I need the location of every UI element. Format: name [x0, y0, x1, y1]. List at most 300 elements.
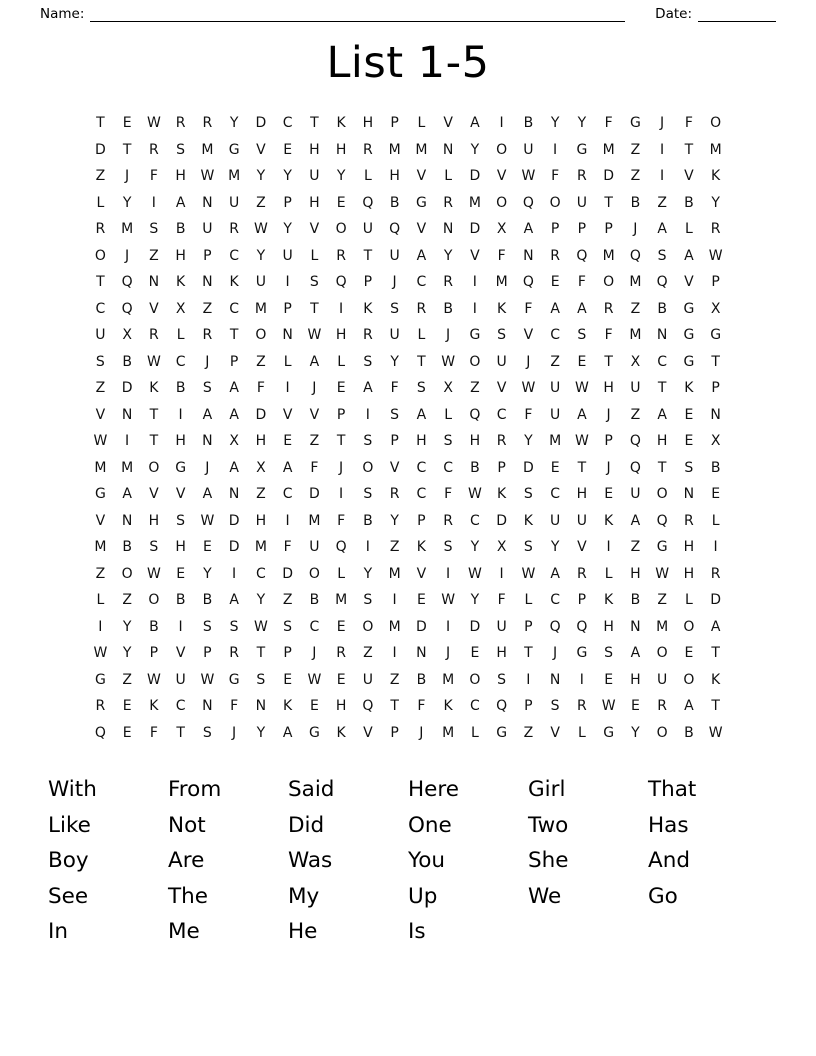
grid-letter: A [577, 300, 587, 317]
grid-letter: H [175, 247, 186, 264]
grid-letter: F [149, 724, 158, 741]
grid-letter: H [389, 168, 400, 184]
grid-letter: C [282, 115, 293, 131]
grid-letter: R [657, 698, 667, 714]
grid-letter: M [442, 671, 455, 688]
grid-letter: K [684, 380, 694, 396]
word-item: You [408, 848, 446, 874]
word-item: Boy [48, 848, 89, 874]
word-item: Girl [528, 777, 566, 802]
grid-row [87, 561, 729, 588]
grid-letter: I [579, 671, 584, 688]
grid-letter: F [283, 539, 292, 555]
grid-letter: R [443, 194, 453, 211]
grid-letter: H [175, 168, 186, 184]
grid-letter: F [497, 592, 506, 608]
grid-letter: G [496, 724, 508, 741]
grid-letter: U [95, 327, 106, 343]
grid-letter: C [469, 698, 480, 714]
grid-letter: V [149, 486, 159, 502]
grid-letter: G [94, 671, 106, 688]
grid-letter: C [443, 459, 454, 476]
grid-letter: T [149, 433, 159, 449]
grid-letter: J [125, 247, 130, 264]
grid-letter: V [309, 406, 320, 423]
grid-letter: Y [443, 247, 453, 264]
grid-letter: S [202, 618, 212, 635]
grid-letter: N [656, 327, 668, 343]
grid-letter: D [255, 115, 267, 131]
grid-letter: U [630, 380, 641, 396]
grid-letter: T [256, 645, 266, 661]
grid-letter: S [363, 592, 373, 608]
grid-letter: Z [550, 353, 560, 370]
word-item: We [528, 883, 562, 909]
grid-row [87, 190, 729, 217]
grid-letter: H [416, 433, 427, 449]
grid-letter: U [175, 671, 186, 688]
grid-letter: Z [122, 592, 132, 608]
grid-letter: L [363, 168, 372, 184]
grid-letter: O [683, 618, 695, 635]
grid-letter: E [684, 406, 694, 423]
grid-letter: Q [629, 433, 641, 449]
grid-letter: V [523, 327, 534, 343]
grid-letter: R [363, 327, 373, 343]
grid-letter: E [416, 592, 426, 608]
grid-letter: H [148, 512, 160, 529]
grid-letter: F [230, 698, 239, 714]
grid-letter: I [125, 433, 130, 449]
header [0, 0, 816, 22]
grid-letter: J [232, 724, 237, 741]
grid-letter: T [149, 406, 159, 423]
grid-letter: K [149, 698, 159, 714]
grid-letter: S [202, 724, 212, 741]
grid-letter: L [96, 194, 105, 211]
grid-letter: R [389, 486, 400, 502]
grid-letter: Y [550, 115, 560, 131]
grid-letter: V [256, 141, 266, 158]
grid-letter: N [228, 486, 240, 502]
grid-letter: I [232, 565, 237, 582]
grid-letter: Q [656, 274, 668, 290]
grid-letter: V [309, 221, 320, 237]
grid-letter: S [657, 247, 667, 264]
grid-letter: Y [363, 565, 373, 582]
grid-letter: R [443, 274, 453, 290]
grid-letter: I [660, 141, 665, 158]
grid-letter: B [202, 592, 213, 608]
grid-letter: S [229, 618, 239, 635]
grid-letter: Y [256, 247, 266, 264]
grid-letter: I [499, 115, 504, 131]
grid-letter: E [550, 274, 560, 290]
grid-letter: C [657, 353, 668, 370]
grid-letter: O [335, 221, 347, 237]
grid-letter: P [203, 645, 212, 661]
grid-letter: K [363, 300, 373, 317]
grid-letter: E [577, 353, 587, 370]
grid-letter: C [229, 300, 240, 317]
grid-letter: H [630, 671, 641, 688]
grid-row [87, 137, 729, 164]
grid-letter: R [175, 115, 186, 131]
grid-letter: T [657, 459, 667, 476]
grid-letter: F [577, 274, 586, 290]
grid-letter: Y [122, 194, 132, 211]
grid-letter: F [337, 512, 346, 529]
grid-letter: M [228, 168, 241, 184]
grid-letter: K [443, 698, 453, 714]
grid-letter: J [446, 645, 451, 661]
grid-letter: G [603, 724, 615, 741]
grid-letter: J [419, 724, 424, 741]
grid-letter: A [416, 247, 427, 264]
word-item: With [48, 777, 97, 802]
grid-letter: V [149, 300, 159, 317]
grid-letter: B [175, 221, 186, 237]
grid-letter: N [683, 486, 695, 502]
grid-letter: E [122, 115, 132, 131]
word-column [408, 772, 528, 950]
grid-letter: D [496, 512, 508, 529]
grid-letter: G [629, 115, 641, 131]
grid-letter: S [684, 459, 694, 476]
grid-letter: R [202, 115, 213, 131]
grid-letter: Q [94, 724, 106, 741]
grid-letter: E [283, 671, 293, 688]
grid-letter: J [205, 459, 210, 476]
grid-letter: Q [121, 300, 133, 317]
grid-letter: T [390, 698, 399, 714]
grid-letter: N [549, 671, 561, 688]
grid-letter: C [416, 459, 427, 476]
grid-letter: T [657, 380, 667, 396]
grid-letter: L [283, 353, 292, 370]
grid-letter: U [389, 327, 400, 343]
grid-letter: J [312, 645, 317, 661]
grid-letter: W [441, 592, 456, 608]
grid-letter: T [363, 247, 373, 264]
word-item: In [48, 919, 68, 945]
grid-letter: B [122, 353, 132, 370]
grid-letter: O [362, 459, 374, 476]
grid-letter: O [549, 194, 561, 211]
grid-letter: I [178, 406, 183, 423]
grid-letter: P [363, 274, 373, 290]
grid-letter: S [95, 353, 105, 370]
grid-letter: B [684, 724, 694, 741]
grid-letter: A [550, 565, 560, 582]
grid-letter: M [602, 247, 615, 264]
grid-row [87, 587, 729, 614]
grid-letter: P [390, 724, 399, 741]
grid-letter: N [121, 406, 133, 423]
grid-row [87, 481, 729, 508]
word-item: My [288, 883, 320, 909]
grid-letter: I [285, 274, 290, 290]
grid-letter: Q [522, 194, 534, 211]
grid-letter: U [576, 512, 587, 529]
grid-letter: I [526, 671, 531, 688]
grid-letter: U [362, 671, 373, 688]
grid-letter: D [94, 141, 106, 158]
grid-letter: H [469, 433, 481, 449]
grid-letter: X [229, 433, 239, 449]
grid-letter: W [467, 565, 482, 582]
word-column [168, 772, 288, 950]
grid-letter: E [202, 539, 212, 555]
grid-letter: X [710, 300, 721, 317]
grid-letter: D [308, 486, 320, 502]
grid-letter: Q [335, 539, 347, 555]
grid-letter: F [604, 115, 613, 131]
grid-letter: U [309, 168, 320, 184]
grid-letter: B [389, 194, 400, 211]
grid-letter: A [175, 194, 186, 211]
grid-letter: G [576, 645, 588, 661]
grid-letter: Z [309, 433, 320, 449]
grid-letter: W [200, 168, 215, 184]
grid-letter: Y [577, 115, 587, 131]
grid-letter: S [550, 698, 560, 714]
grid-letter: P [390, 433, 399, 449]
grid-letter: M [629, 327, 642, 343]
grid-letter: G [94, 486, 106, 502]
grid-letter: Y [203, 565, 212, 582]
grid-letter: V [416, 168, 427, 184]
word-list [0, 772, 816, 950]
grid-letter: I [365, 539, 370, 555]
grid-letter: L [337, 565, 346, 582]
grid-letter: X [122, 327, 132, 343]
grid-letter: H [309, 141, 320, 158]
grid-letter: S [363, 353, 373, 370]
grid-letter: G [175, 459, 187, 476]
grid-letter: D [282, 565, 294, 582]
grid-letter: M [121, 221, 134, 237]
grid-letter: M [388, 618, 401, 635]
grid-letter: K [711, 168, 721, 184]
grid-letter: Z [95, 168, 106, 184]
grid-letter: L [684, 592, 693, 608]
grid-letter: Y [336, 168, 346, 184]
grid-letter: R [577, 168, 587, 184]
grid-letter: M [415, 141, 428, 158]
grid-letter: H [175, 433, 186, 449]
grid-letter: H [335, 698, 347, 714]
grid-letter: R [496, 433, 507, 449]
grid-letter: I [392, 592, 397, 608]
grid-letter: R [577, 698, 587, 714]
grid-letter: P [390, 115, 399, 131]
word-item: Not [168, 812, 206, 838]
word-column [288, 772, 408, 950]
word-item: One [408, 812, 452, 838]
grid-letter: K [604, 512, 614, 529]
grid-letter: Q [522, 274, 534, 290]
grid-letter: T [310, 300, 319, 317]
grid-letter: V [496, 168, 507, 184]
grid-letter: B [363, 512, 373, 529]
grid-letter: H [683, 565, 695, 582]
grid-letter: J [205, 353, 210, 370]
grid-letter: A [229, 380, 239, 396]
grid-row [87, 269, 729, 296]
grid-letter: Q [629, 459, 641, 476]
grid-letter: Q [469, 406, 481, 423]
grid-letter: R [684, 512, 694, 529]
grid-letter: I [98, 618, 103, 635]
grid-letter: T [577, 459, 587, 476]
grid-letter: O [603, 274, 615, 290]
grid-letter: U [496, 618, 507, 635]
grid-letter: B [630, 592, 641, 608]
grid-letter: W [93, 645, 108, 661]
grid-letter: P [283, 645, 292, 661]
grid-letter: I [606, 539, 611, 555]
grid-letter: L [524, 592, 533, 608]
grid-letter: M [709, 141, 722, 158]
grid-letter: Z [630, 168, 641, 184]
grid-letter: Z [630, 406, 641, 423]
grid-letter: K [497, 486, 507, 502]
grid-letter: S [309, 274, 319, 290]
grid-letter: W [521, 565, 536, 582]
grid-letter: P [203, 247, 212, 264]
word-item: Me [168, 919, 200, 945]
grid-letter: V [389, 459, 400, 476]
grid-letter: M [335, 592, 348, 608]
grid-letter: Q [121, 274, 133, 290]
grid-letter: I [713, 539, 718, 555]
grid-letter: N [148, 274, 160, 290]
grid-letter: S [256, 671, 266, 688]
grid-letter: O [656, 486, 668, 502]
grid-letter: P [283, 300, 292, 317]
grid-letter: Z [630, 300, 641, 317]
grid-letter: I [446, 565, 451, 582]
word-item: Has [648, 812, 689, 838]
grid-letter: T [336, 433, 346, 449]
grid-letter: N [710, 406, 721, 423]
grid-letter: R [95, 698, 106, 714]
grid-letter: Z [389, 539, 400, 555]
grid-letter: H [603, 380, 614, 396]
grid-letter: V [95, 512, 106, 529]
grid-letter: B [175, 380, 186, 396]
word-item: Up [408, 883, 438, 909]
grid-letter: H [656, 433, 668, 449]
grid-letter: T [417, 353, 426, 370]
grid-letter: A [470, 115, 480, 131]
grid-letter: Y [256, 168, 266, 184]
grid-letter: Y [470, 592, 480, 608]
grid-letter: U [282, 247, 293, 264]
grid-letter: Z [202, 300, 213, 317]
grid-letter: H [362, 115, 374, 131]
word-item: He [288, 919, 318, 945]
grid-letter: G [576, 141, 588, 158]
grid-letter: I [472, 300, 477, 317]
grid-letter: R [202, 327, 213, 343]
grid-letter: F [417, 698, 426, 714]
grid-letter: Z [95, 565, 106, 582]
grid-letter: S [149, 221, 159, 237]
grid-letter: S [577, 327, 587, 343]
grid-letter: Y [390, 353, 399, 370]
grid-letter: Z [630, 141, 641, 158]
grid-letter: H [335, 141, 347, 158]
grid-letter: J [339, 459, 344, 476]
grid-letter: D [603, 168, 615, 184]
grid-letter: V [684, 274, 694, 290]
grid-letter: W [521, 380, 536, 396]
grid-letter: T [711, 698, 720, 714]
grid-letter: M [254, 300, 267, 317]
grid-letter: Q [496, 698, 508, 714]
grid-letter: D [710, 592, 722, 608]
grid-letter: W [93, 433, 108, 449]
grid-letter: X [496, 539, 507, 555]
grid-letter: M [94, 539, 107, 555]
grid-letter: G [228, 141, 240, 158]
grid-letter: V [496, 380, 507, 396]
grid-letter: P [604, 221, 613, 237]
grid-letter: C [95, 300, 106, 317]
grid-letter: I [339, 300, 344, 317]
grid-letter: Z [523, 724, 534, 741]
grid-letter: M [442, 724, 455, 741]
grid-letter: G [683, 327, 695, 343]
grid-letter: K [604, 592, 614, 608]
grid-letter: E [122, 698, 132, 714]
grid-letter: J [125, 168, 130, 184]
grid-letter: U [523, 141, 534, 158]
grid-letter: V [175, 486, 186, 502]
grid-letter: S [363, 433, 373, 449]
grid-letter: M [602, 141, 615, 158]
grid-letter: S [283, 618, 293, 635]
grid-letter: U [255, 274, 266, 290]
grid-letter: W [601, 698, 616, 714]
grid-letter: X [630, 353, 641, 370]
date-line [698, 7, 776, 22]
grid-letter: I [285, 512, 290, 529]
grid-letter: V [550, 724, 560, 741]
grid-letter: R [363, 141, 373, 158]
grid-letter: Z [256, 486, 266, 502]
grid-letter: A [416, 406, 427, 423]
grid-letter: I [660, 168, 665, 184]
grid-letter: N [202, 433, 213, 449]
grid-row [87, 375, 729, 402]
grid-letter: T [122, 141, 132, 158]
grid-letter: O [148, 459, 160, 476]
grid-letter: D [121, 380, 133, 396]
grid-letter: D [469, 221, 481, 237]
grid-letter: S [390, 300, 400, 317]
grid-letter: Q [576, 247, 588, 264]
grid-letter: J [526, 353, 531, 370]
grid-letter: R [229, 221, 239, 237]
grid-letter: O [308, 565, 320, 582]
grid-row [87, 216, 729, 243]
grid-letter: W [200, 512, 215, 529]
grid-letter: B [149, 618, 159, 635]
grid-letter: M [308, 512, 321, 529]
